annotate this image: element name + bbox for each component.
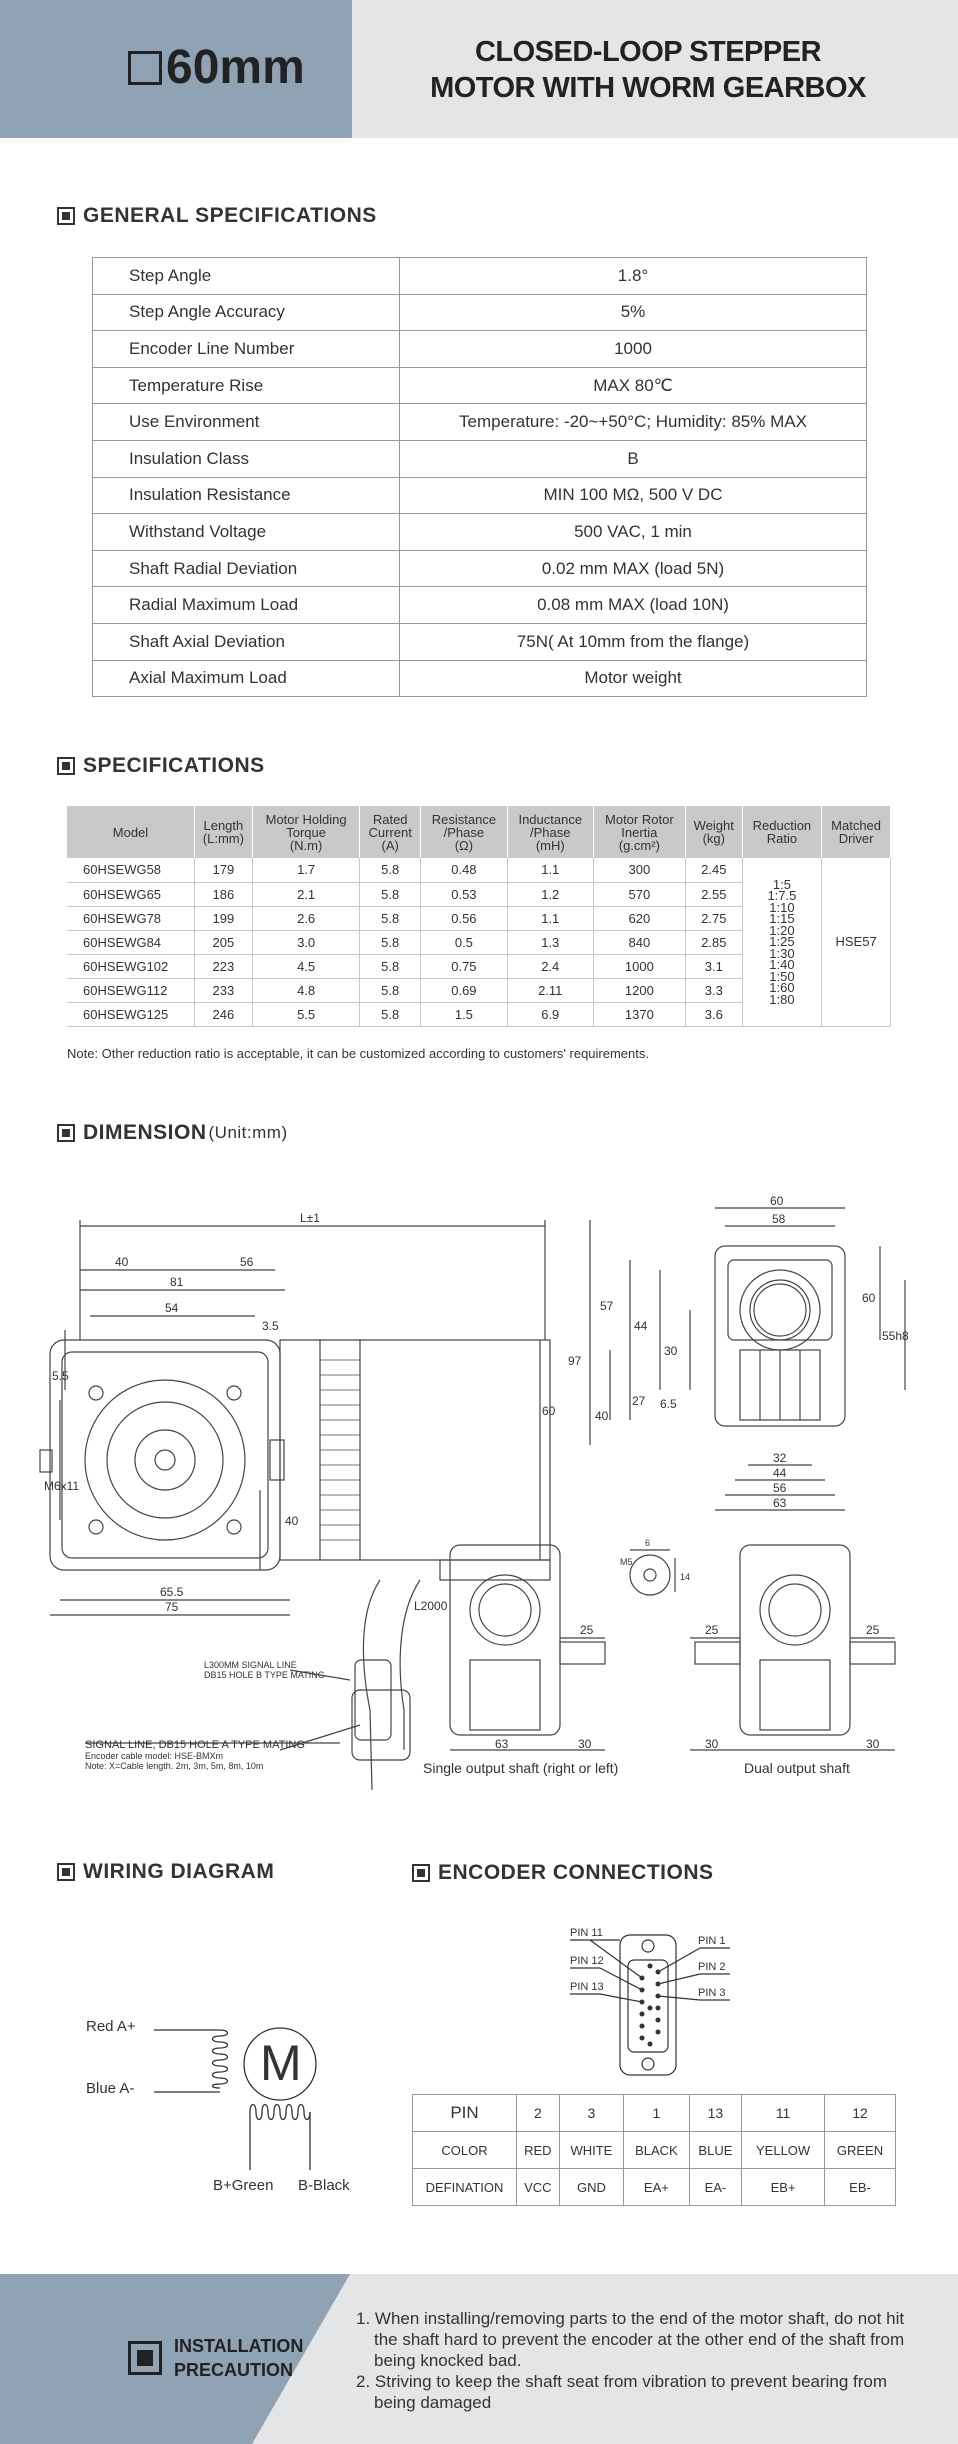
- encoder-cell: 12: [825, 2095, 896, 2132]
- encoder-cell: WHITE: [559, 2132, 623, 2169]
- spec-key: Insulation Class: [93, 440, 400, 477]
- table-cell: 179: [194, 858, 252, 882]
- wiring-heading: WIRING DIAGRAM: [57, 1860, 274, 1884]
- precaution-item: 2. Striving to keep the shaft seat from vibration to prevent bearing from being damaged: [356, 2372, 888, 2412]
- page-title: [378, 34, 918, 106]
- dim-bot-32: 32: [773, 1451, 787, 1465]
- encoder-cell: 11: [742, 2095, 825, 2132]
- encoder-row: [413, 2132, 896, 2169]
- section-square-icon: [128, 2341, 162, 2375]
- page-title-line2: MOTOR WITH WORM GEARBOX: [430, 72, 866, 104]
- specifications-note: Note: Other reduction ratio is acceptable, it can be customized according to customers' requirements.: [67, 1046, 649, 1061]
- motor-size-text: 60mm: [166, 41, 305, 94]
- table-cell: 570: [593, 882, 685, 906]
- encoder-cell: PIN: [413, 2095, 517, 2132]
- table-cell: 1.7: [252, 858, 360, 882]
- spec-column-header: Reduction Ratio: [742, 806, 822, 858]
- spec-column-header: Motor Holding Torque (N.m): [252, 806, 360, 858]
- spec-key: Axial Maximum Load: [93, 660, 400, 697]
- table-cell: 60HSEWG112: [67, 978, 194, 1002]
- encoder-cell: DEFINATION: [413, 2169, 517, 2206]
- dim-l: L±1: [300, 1211, 320, 1225]
- connector-a: [352, 1690, 410, 1760]
- dim-81: 81: [170, 1275, 184, 1289]
- table-cell: 1.5: [420, 1002, 507, 1026]
- dim-56: 56: [240, 1255, 254, 1269]
- specifications-table: [67, 806, 891, 1027]
- dim-top-44: 44: [634, 1319, 648, 1333]
- section-square-icon: [57, 757, 75, 775]
- general-spec-row: [93, 514, 867, 551]
- square-frame-icon: [128, 51, 162, 85]
- table-cell: 6.9: [507, 1002, 593, 1026]
- general-spec-row: [93, 331, 867, 368]
- encoder-cell: 1: [624, 2095, 690, 2132]
- encoder-cell: GND: [559, 2169, 623, 2206]
- dim-75: 75: [165, 1600, 179, 1614]
- table-cell: 0.48: [420, 858, 507, 882]
- spec-value: 75N( At 10mm from the flange): [400, 623, 867, 660]
- motor-symbol: M: [260, 2035, 302, 2091]
- pin3-label: PIN 3: [698, 1987, 726, 1999]
- encoder-cell: 13: [689, 2095, 742, 2132]
- table-cell: 1.3: [507, 930, 593, 954]
- spec-key: Temperature Rise: [93, 367, 400, 404]
- dim-top-65: 6.5: [660, 1397, 677, 1411]
- table-cell: 4.8: [252, 978, 360, 1002]
- table-cell: 5.8: [360, 954, 421, 978]
- spec-value: MIN 100 MΩ, 500 V DC: [400, 477, 867, 514]
- encoder-cell: EA-: [689, 2169, 742, 2206]
- spec-key: Insulation Resistance: [93, 477, 400, 514]
- dual-shaft-view: [740, 1545, 850, 1735]
- precaution-list: [356, 2308, 916, 2413]
- dim-top-60r: 60: [862, 1291, 876, 1305]
- general-specs-table: [92, 257, 867, 697]
- table-cell: 0.53: [420, 882, 507, 906]
- page-title-line1: CLOSED-LOOP STEPPER: [474, 36, 822, 68]
- table-cell: 2.45: [685, 858, 742, 882]
- signal-line-a-label1: SIGNAL LINE, DB15 HOLE A TYPE MATING: [85, 1739, 305, 1751]
- table-cell: 0.75: [420, 954, 507, 978]
- table-cell: 2.85: [685, 930, 742, 954]
- table-cell: 0.5: [420, 930, 507, 954]
- table-cell: 1.1: [507, 906, 593, 930]
- spec-key: Step Angle: [93, 258, 400, 295]
- section-square-icon: [57, 207, 75, 225]
- dimension-drawing: [0, 1190, 958, 1810]
- connector-b: [355, 1660, 391, 1740]
- encoder-table: [412, 2094, 896, 2206]
- table-cell: 3.1: [685, 954, 742, 978]
- motor-size-title: [128, 40, 305, 95]
- general-spec-row: [93, 623, 867, 660]
- spec-value: 1.8°: [400, 258, 867, 295]
- table-cell: 2.4: [507, 954, 593, 978]
- table-cell: 0.69: [420, 978, 507, 1002]
- gearbox-flange: [85, 1380, 245, 1540]
- table-cell: 0.56: [420, 906, 507, 930]
- dim-40v: 40: [285, 1514, 299, 1528]
- table-cell: 60HSEWG84: [67, 930, 194, 954]
- general-spec-row: [93, 404, 867, 441]
- table-cell: 1370: [593, 1002, 685, 1026]
- spec-column-header: Inductance /Phase (mH): [507, 806, 593, 858]
- dim-top-30: 30: [664, 1344, 678, 1358]
- spec-column-header: Model: [67, 806, 194, 858]
- spec-key: Use Environment: [93, 404, 400, 441]
- coil-b: [250, 2105, 310, 2120]
- pin11-label: PIN 11: [570, 1927, 603, 1939]
- table-cell: 2.11: [507, 978, 593, 1002]
- encoder-cell: EA+: [624, 2169, 690, 2206]
- table-cell: 4.5: [252, 954, 360, 978]
- general-spec-row: [93, 258, 867, 295]
- dim-top-55: 55h8: [882, 1329, 909, 1343]
- dim-dual-25a: 25: [705, 1623, 719, 1637]
- dim-top-58: 58: [772, 1212, 786, 1226]
- table-cell: 5.5: [252, 1002, 360, 1026]
- table-cell: 199: [194, 906, 252, 930]
- pin2-label: PIN 2: [698, 1961, 726, 1973]
- encoder-cell: COLOR: [413, 2132, 517, 2169]
- table-cell: 205: [194, 930, 252, 954]
- encoder-cell: EB+: [742, 2169, 825, 2206]
- table-cell: 60HSEWG58: [67, 858, 194, 882]
- encoder-cell: 3: [559, 2095, 623, 2132]
- dim-m5: M5: [620, 1557, 633, 1567]
- spec-column-header: Matched Driver: [822, 806, 891, 858]
- wire-black-label: B-Black: [298, 2177, 350, 2194]
- table-cell: 620: [593, 906, 685, 930]
- dim-top-40: 40: [595, 1409, 609, 1423]
- table-cell: 2.6: [252, 906, 360, 930]
- encoder-cell: GREEN: [825, 2132, 896, 2169]
- dim-single-30: 30: [578, 1737, 592, 1751]
- general-spec-row: [93, 294, 867, 331]
- encoder-cell: EB-: [825, 2169, 896, 2206]
- dim-655: 65.5: [160, 1585, 184, 1599]
- spec-value: MAX 80℃: [400, 367, 867, 404]
- table-cell: 840: [593, 930, 685, 954]
- pin13-label: PIN 13: [570, 1981, 604, 1993]
- signal-line-a-label2: Encoder cable model: HSE-BMXm: [85, 1751, 224, 1761]
- table-cell: 223: [194, 954, 252, 978]
- spec-value: B: [400, 440, 867, 477]
- precaution-item: 1. When installing/removing parts to the end of the motor shaft, do not hit the shaft hard to prevent the encoder at the other end of the shaft from being knocked bad.: [356, 2309, 905, 2370]
- table-cell: 5.8: [360, 906, 421, 930]
- pin12-label: PIN 12: [570, 1955, 604, 1967]
- spec-value: 5%: [400, 294, 867, 331]
- wire-red-label: Red A+: [86, 2018, 136, 2035]
- caption-dual-shaft: Dual output shaft: [744, 1760, 850, 1776]
- general-spec-row: [93, 477, 867, 514]
- spec-value: Motor weight: [400, 660, 867, 697]
- table-cell: 3.6: [685, 1002, 742, 1026]
- signal-line-b-label2: DB15 HOLE B TYPE MATING: [204, 1670, 325, 1680]
- table-cell: 1000: [593, 954, 685, 978]
- table-cell: 5.8: [360, 882, 421, 906]
- table-row: [67, 858, 891, 882]
- dim-bot-63: 63: [773, 1496, 787, 1510]
- dim-single-63: 63: [495, 1737, 509, 1751]
- dim-top-27: 27: [632, 1394, 646, 1408]
- spec-column-header: Rated Current (A): [360, 806, 421, 858]
- spec-value: 0.08 mm MAX (load 10N): [400, 587, 867, 624]
- table-cell: 3.3: [685, 978, 742, 1002]
- section-square-icon: [412, 1864, 430, 1882]
- dim-40: 40: [115, 1255, 129, 1269]
- general-spec-row: [93, 587, 867, 624]
- table-cell: 5.8: [360, 1002, 421, 1026]
- spec-key: Encoder Line Number: [93, 331, 400, 368]
- encoder-heading: ENCODER CONNECTIONS: [412, 1861, 714, 1885]
- dim-55: 5.5: [52, 1369, 69, 1383]
- signal-line-a-label3: Note: X=Cable length. 2m, 3m, 5m, 8m, 10m: [85, 1761, 264, 1771]
- specifications-heading: SPECIFICATIONS: [57, 754, 265, 778]
- general-specs-heading: GENERAL SPECIFICATIONS: [57, 204, 377, 228]
- reduction-ratio-cell: 1:5 1:7.5 1:10 1:15 1:20 1:25 1:30 1:40 1:50 1:60 1:80: [742, 858, 822, 1026]
- encoder-cell: YELLOW: [742, 2132, 825, 2169]
- dim-35: 3.5: [262, 1319, 279, 1333]
- encoder-cell: BLUE: [689, 2132, 742, 2169]
- spec-key: Radial Maximum Load: [93, 587, 400, 624]
- dim-60v: 60: [542, 1404, 556, 1418]
- table-cell: 3.0: [252, 930, 360, 954]
- table-cell: 1.1: [507, 858, 593, 882]
- table-cell: 60HSEWG65: [67, 882, 194, 906]
- encoder-cell: RED: [517, 2132, 560, 2169]
- section-square-icon: [57, 1124, 75, 1142]
- section-square-icon: [57, 1863, 75, 1881]
- dim-dual-25b: 25: [866, 1623, 880, 1637]
- spec-key: Shaft Radial Deviation: [93, 550, 400, 587]
- dim-top-60: 60: [770, 1194, 784, 1208]
- matched-driver-cell: HSE57: [822, 858, 891, 1026]
- encoder-cell: BLACK: [624, 2132, 690, 2169]
- table-cell: 300: [593, 858, 685, 882]
- spec-value: 0.02 mm MAX (load 5N): [400, 550, 867, 587]
- table-cell: 1.2: [507, 882, 593, 906]
- dimension-heading: DIMENSION (Unit:mm): [57, 1121, 288, 1145]
- general-spec-row: [93, 660, 867, 697]
- spec-value: 1000: [400, 331, 867, 368]
- spec-column-header: Weight (kg): [685, 806, 742, 858]
- spec-key: Withstand Voltage: [93, 514, 400, 551]
- dim-single-25: 25: [580, 1623, 594, 1637]
- encoder-row: [413, 2169, 896, 2206]
- table-cell: 5.8: [360, 858, 421, 882]
- table-cell: 2.1: [252, 882, 360, 906]
- dim-k14: 14: [680, 1572, 691, 1582]
- table-cell: 5.8: [360, 930, 421, 954]
- table-cell: 186: [194, 882, 252, 906]
- spec-value: Temperature: -20~+50°C; Humidity: 85% MAX: [400, 404, 867, 441]
- table-cell: 60HSEWG78: [67, 906, 194, 930]
- general-spec-row: [93, 550, 867, 587]
- general-spec-row: [93, 367, 867, 404]
- spec-column-header: Length (L:mm): [194, 806, 252, 858]
- dim-dual-30b: 30: [866, 1737, 880, 1751]
- spec-value: 500 VAC, 1 min: [400, 514, 867, 551]
- dim-l2000: L2000: [414, 1599, 448, 1613]
- gearbox-body: [50, 1340, 280, 1570]
- encoder-cell: VCC: [517, 2169, 560, 2206]
- coil-a: [213, 2030, 228, 2088]
- dim-bot-56: 56: [773, 1481, 787, 1495]
- dim-top-97: 97: [568, 1354, 582, 1368]
- table-cell: 60HSEWG125: [67, 1002, 194, 1026]
- wire-green-label: B+Green: [213, 2177, 274, 2194]
- spec-key: Step Angle Accuracy: [93, 294, 400, 331]
- installation-precaution-title: INSTALLATION PRECAUTION: [128, 2334, 303, 2382]
- table-cell: 5.8: [360, 978, 421, 1002]
- general-spec-row: [93, 440, 867, 477]
- spec-column-header: Resistance /Phase (Ω): [420, 806, 507, 858]
- dim-54: 54: [165, 1301, 179, 1315]
- wire-blue-label: Blue A-: [86, 2080, 135, 2097]
- encoder-row: [413, 2095, 896, 2132]
- keyway-detail: [630, 1555, 670, 1595]
- table-cell: 2.55: [685, 882, 742, 906]
- pin1-label: PIN 1: [698, 1935, 726, 1947]
- table-cell: 2.75: [685, 906, 742, 930]
- db15-connector: [560, 1920, 760, 2085]
- table-cell: 246: [194, 1002, 252, 1026]
- signal-line-b-label1: L300MM SIGNAL LINE: [204, 1660, 297, 1670]
- spec-key: Shaft Axial Deviation: [93, 623, 400, 660]
- table-cell: 233: [194, 978, 252, 1002]
- dim-top-57: 57: [600, 1299, 614, 1313]
- spec-column-header: Motor Rotor Inertia (g.cm²): [593, 806, 685, 858]
- caption-single-shaft: Single output shaft (right or left): [423, 1760, 619, 1776]
- table-cell: 60HSEWG102: [67, 954, 194, 978]
- dim-k6: 6: [645, 1538, 651, 1548]
- dim-bot-44: 44: [773, 1466, 787, 1480]
- dim-m6: M6x11: [44, 1479, 80, 1493]
- single-shaft-view: [450, 1545, 560, 1735]
- encoder-cell: 2: [517, 2095, 560, 2132]
- table-cell: 1200: [593, 978, 685, 1002]
- dim-dual-30a: 30: [705, 1737, 719, 1751]
